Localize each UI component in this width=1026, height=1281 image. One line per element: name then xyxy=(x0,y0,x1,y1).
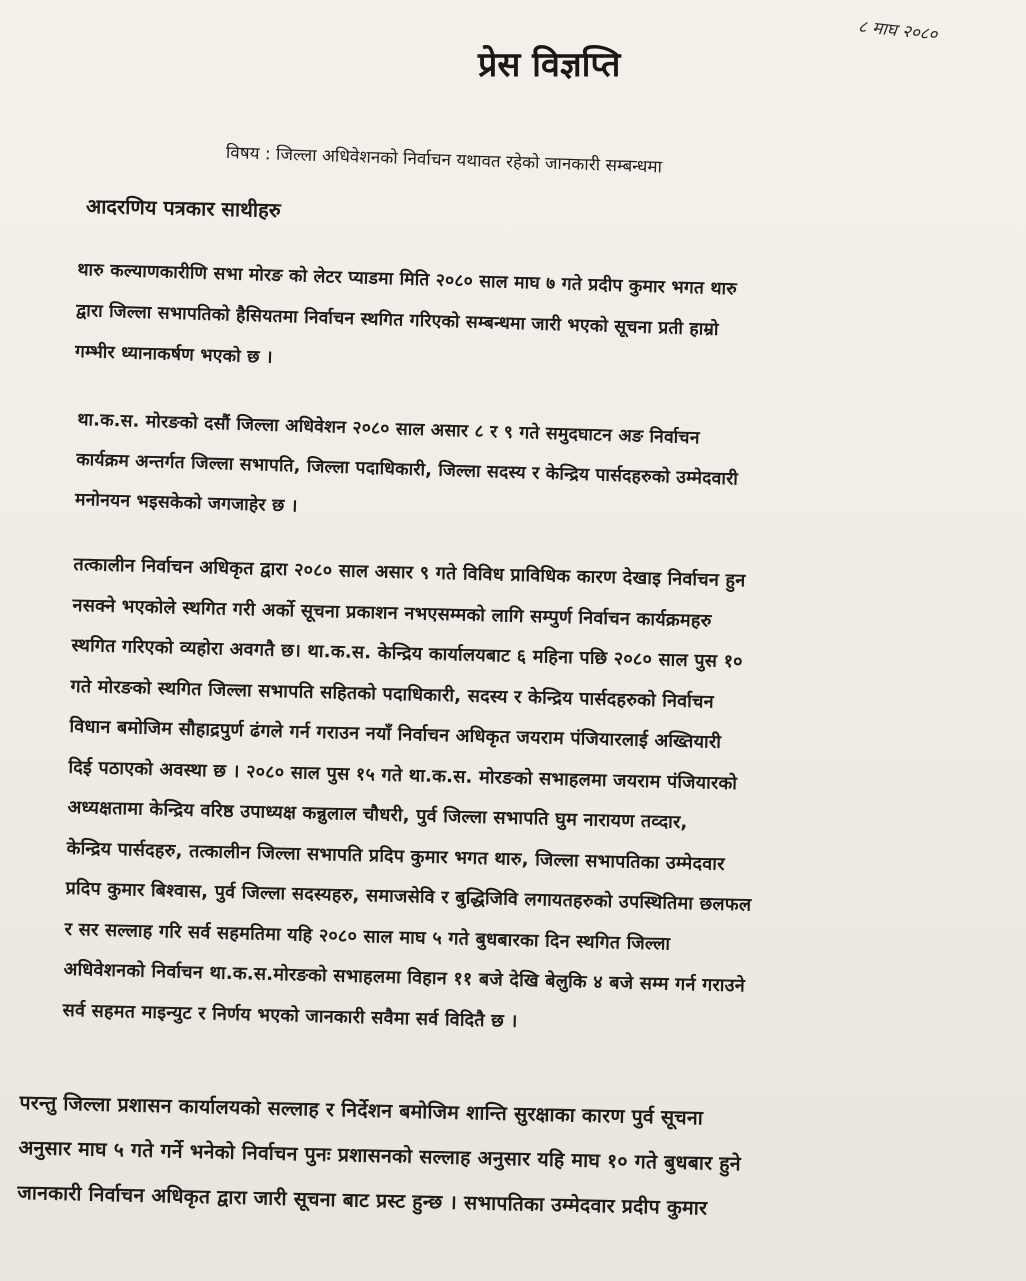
paragraph-4 xyxy=(17,1080,980,1237)
paragraph-line: केन्द्रिय पार्सदहरु, तत्कालीन जिल्ला सभापति प्रदिप कुमार भगत थारु, जिल्ला सभापतिका उम्मेदवार xyxy=(66,837,725,875)
paragraph-line: गम्भीर ध्यानाकर्षण भएको छ । xyxy=(74,341,274,368)
paragraph-line: प्रदिप कुमार बिश्वास, पुर्व जिल्ला सदस्यहरु, समाजसेवि र बुद्धिजिवि लगायतहरुको उपस्थितिमा छलफल xyxy=(65,877,752,916)
subject-line: विषय : जिल्ला अधिवेशनको निर्वाचन यथावत रहेको जानकारी सम्बन्धमा xyxy=(225,143,663,178)
paragraph-line: अध्यक्षतामा केन्द्रिय वरिष्ठ उपाध्यक्ष कन्नुलाल चौधरी, पुर्व जिल्ला सभापति घुम नारायण तव्दार, xyxy=(67,796,688,834)
paragraph-line: दिई पठाएको अवस्था छ । २०८० साल पुस १५ गते था.क.स. मोरङको सभाहलमा जयराम पंजियारको xyxy=(68,756,738,794)
paragraph-2 xyxy=(74,400,977,547)
paragraph-line: गते मोरङको स्थगित जिल्ला सभापति सहितको पदाधिकारी, सदस्य र केन्द्रिय पार्सदहरुको निर्वाचन xyxy=(70,675,715,713)
paragraph-line: स्थगित गरिएको व्यहोरा अवगतै छ। था.क.स. केन्द्रिय कार्यालयबाट ६ महिना पछि २०८० साल पुस १० xyxy=(71,634,744,673)
paragraph-line: परन्तु जिल्ला प्रशासन कार्यालयको सल्लाह र निर्देशन बमोजिम शान्ति सुरक्षाका कारण पुर्व सूचना xyxy=(19,1090,704,1130)
paragraph-line: जानकारी निर्वाचन अधिकृत द्वारा जारी सूचना बाट प्रस्ट हुन्छ । सभापतिका उम्मेदवार प्रदीप कुमार xyxy=(17,1180,708,1220)
paragraph-line: अधिवेशनको निर्वाचन था.क.स.मोरङको सभाहलमा विहान ११ बजे देखि बेलुकि ४ बजे सम्म गर्न गराउने xyxy=(63,958,746,997)
paragraph-line: नसक्ने भएकोले स्थगित गरी अर्को सूचना प्रकाशन नभएसम्मको लागि सम्पुर्ण निर्वाचन कार्यक्रमहरु xyxy=(72,594,712,632)
paragraph-line: विधान बमोजिम सौहाद्रपुर्ण ढंगले गर्न गराउन नयाँ निर्वाचन अधिकृत जयराम पंजियारलाई अख्तियारी xyxy=(69,715,722,753)
paragraph-line: मनोनयन भइसकेको जगजाहेर छ । xyxy=(74,489,298,517)
paragraph-line: कार्यक्रम अन्तर्गत जिल्ला सभापति, जिल्ला पदाधिकारी, जिल्ला सदस्य र केन्द्रिय पार्सदहरुको उम्मेदवारी xyxy=(75,449,739,490)
paragraph-line: था.क.स. मोरङको दसौं जिल्ला अधिवेशन २०८० साल असार ८ र ९ गते समुदघाटन अङ निर्वाचन xyxy=(77,409,700,449)
paragraph-line: र सर सल्लाह गरि सर्व सहमतिमा यहि २०८० साल माघ ५ गते बुधबारका दिन स्थगित जिल्ला xyxy=(64,918,671,955)
paragraph-line: द्वारा जिल्ला सभापतिको हैसियतमा निर्वाचन स्थगित गरिएको सम्बन्धमा जारी भएको सूचना प्रती हाम्रो xyxy=(75,300,719,341)
paragraph-1 xyxy=(74,250,977,400)
salutation: आदरणिय पत्रकार साथीहरु xyxy=(85,194,281,223)
paragraph-3 xyxy=(62,545,979,1053)
paragraph-line: थारु कल्याणकारीणि सभा मोरङ को लेटर प्याडमा मिति २०८० साल माघ ७ गते प्रदीप कुमार भगत थारु xyxy=(77,259,738,300)
paragraph-line: सर्व सहमत माइन्युट र निर्णय भएको जानकारी सवैमा सर्व विदितै छ । xyxy=(62,999,518,1032)
document-title: प्रेस विज्ञप्ति xyxy=(478,45,621,85)
handwritten-date: ८ माघ २०८० xyxy=(857,16,939,46)
paragraph-line: तत्कालीन निर्वाचन अधिकृत द्वारा २०८० साल असार ९ गते विविध प्राविधिक कारण देखाइ निर्वाचन हुन xyxy=(73,553,746,592)
paragraph-line: अनुसार माघ ५ गते गर्ने भनेको निर्वाचन पुनः प्रशासनको सल्लाह अनुसार यहि माघ १० गते बुधबार हुने xyxy=(18,1135,742,1176)
